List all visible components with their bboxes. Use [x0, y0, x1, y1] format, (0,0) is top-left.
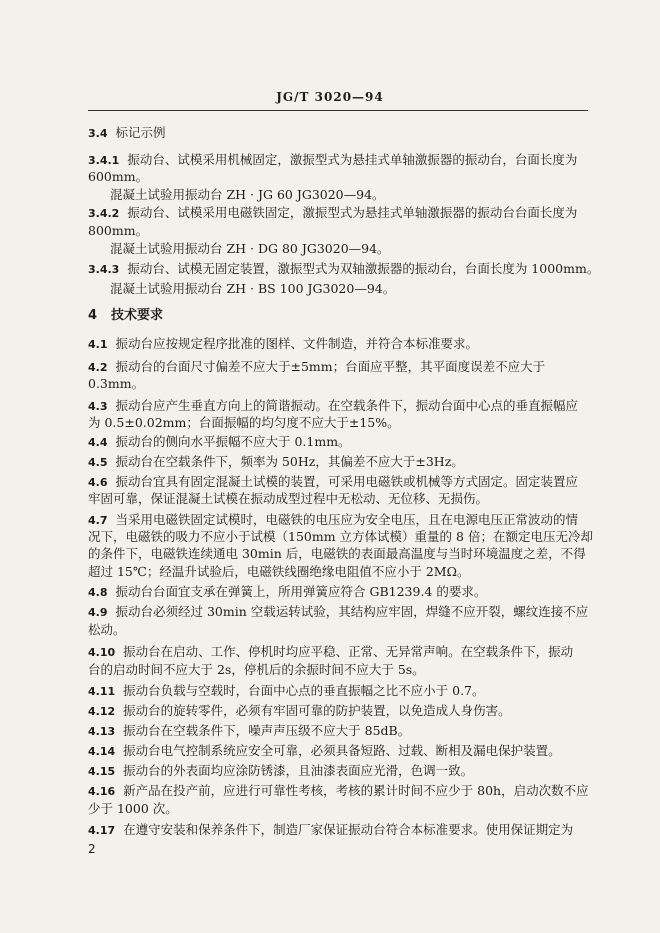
item-4-16: 4.16 新产品在投产前，应进行可靠性考核，考核的累计时间不应少于 80h，启动次数不应	[88, 783, 589, 798]
item-3-4-2-cont: 800mm。	[88, 223, 149, 238]
item-4-16-cont: 少于 1000 次。	[88, 801, 178, 816]
item-3-4-1-cont: 600mm。	[88, 169, 149, 184]
item-3-4-2: 3.4.2 振动台、试模采用电磁铁固定，激振型式为悬挂式单轴激振器的振动台台面长度为	[88, 205, 578, 220]
item-4-2: 4.2 振动台的台面尺寸偏差不应大于±5mm；台面应平整，其平面度误差不应大于	[88, 359, 546, 374]
item-4-6-cont: 牢固可靠，保证混凝土试模在振动成型过程中无松动、无位移、无损伤。	[88, 491, 489, 506]
marking-example-2: 混凝土试验用振动台 ZH · DG 80 JG3020—94。	[110, 241, 390, 256]
item-4-11: 4.11 振动台负载与空载时，台面中心点的垂直振幅之比不应小于 0.7。	[88, 683, 485, 698]
marking-example-1: 混凝土试验用振动台 ZH · JG 60 JG3020—94。	[110, 187, 385, 202]
marking-example-3: 混凝土试验用振动台 ZH · BS 100 JG3020—94。	[110, 281, 396, 296]
item-4-5: 4.5 振动台在空载条件下，频率为 50Hz，其偏差不应大于±3Hz。	[88, 454, 464, 469]
item-4-9: 4.9 振动台必须经过 30min 空载运转试验，其结构应牢固，焊缝不应开裂，螺纹连接不应	[88, 604, 589, 619]
item-4-10: 4.10 振动台在启动、工作、停机时均应平稳、正常、无异常声响。在空载条件下，振动	[88, 644, 574, 659]
section-3-4-heading: 3.4 标记示例	[88, 125, 166, 140]
item-4-15: 4.15 振动台的外表面均应涂防锈漆，且油漆表面应光滑，色调一致。	[88, 763, 474, 778]
item-4-9-cont: 松动。	[88, 622, 126, 637]
item-4-8: 4.8 振动台台面宜支承在弹簧上，所用弹簧应符合 GB1239.4 的要求。	[88, 584, 487, 599]
item-4-6: 4.6 振动台宜具有固定混凝土试模的装置，可采用电磁铁或机械等方式固定。固定装置应	[88, 474, 579, 489]
item-4-12: 4.12 振动台的旋转零件，必须有牢固可靠的防护装置，以免造成人身伤害。	[88, 703, 511, 718]
item-3-4-3: 3.4.3 振动台、试模无固定装置，激振型式为双轴激振器的振动台，台面长度为 1000mm。	[88, 261, 600, 276]
item-4-7-cont-1: 况下，电磁铁的吸力不应小于试模（150mm 立方体试模）重量的 8 倍；在额定电压无冷却	[88, 529, 593, 544]
item-4-3: 4.3 振动台应产生垂直方向上的简谐振动。在空载条件下，振动台面中心点的垂直振幅应	[88, 398, 579, 413]
item-4-17: 4.17 在遵守安装和保养条件下，制造厂家保证振动台符合本标准要求。使用保证期定为	[88, 822, 574, 837]
item-3-4-1: 3.4.1 振动台、试模采用机械固定，激振型式为悬挂式单轴激振器的振动台，台面长度为	[88, 152, 578, 167]
item-4-1: 4.1 振动台应按规定程序批准的图样、文件制造，并符合本标准要求。	[88, 336, 479, 351]
item-4-4: 4.4 振动台的侧向水平振幅不应大于 0.1mm。	[88, 434, 351, 449]
page-number: 2	[88, 842, 96, 856]
document-header: JG/T 3020—94	[276, 90, 384, 104]
item-4-10-cont: 台的启动时间不应大于 2s，停机后的余振时间不应大于 5s。	[88, 662, 425, 677]
item-4-7-cont-3: 超过 15℃；经温升试验后，电磁铁线圈绝缘电阻值不应小于 2MΩ。	[88, 564, 470, 579]
header-rule	[88, 110, 588, 111]
item-4-3-cont: 为 0.5±0.02mm；台面振幅的均匀度不应大于±15%。	[88, 415, 400, 430]
item-4-14: 4.14 振动台电气控制系统应安全可靠，必须具备短路、过载、断相及漏电保护装置。	[88, 743, 561, 758]
item-4-7: 4.7 当采用电磁铁固定试模时，电磁铁的电压应为安全电压，且在电源电压正常波动的情	[88, 512, 579, 527]
item-4-2-cont: 0.3mm。	[88, 376, 145, 391]
item-4-7-cont-2: 的条件下，电磁铁连续通电 30min 后，电磁铁的表面最高温度与当时环境温度之差，不得	[88, 546, 586, 561]
item-4-13: 4.13 振动台在空载条件下，噪声声压级不应大于 85dB。	[88, 723, 411, 738]
section-4-heading: 4 技术要求	[88, 308, 164, 323]
